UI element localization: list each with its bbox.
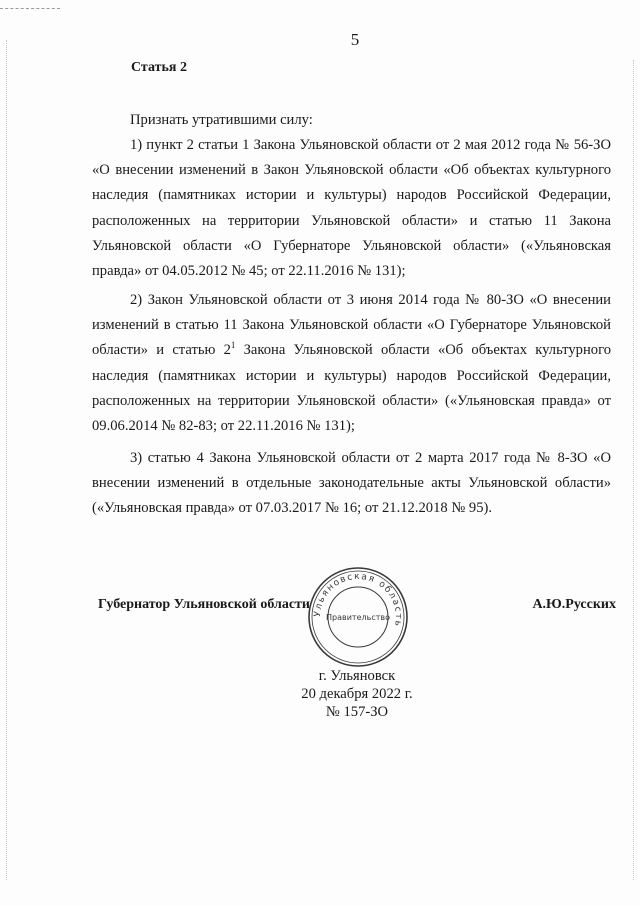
signing-date: 20 декабря 2022 г. bbox=[301, 686, 413, 702]
scan-edge-left bbox=[6, 40, 7, 880]
list-item-2-text-after: Закона Ульяновской области «Об объектах культурного наследия (памятниках истории и культуры) народов Российской Федерации, расположенных на территории Ульяновской области» («Ульяновская правда» от 09.06.2014 № 82-83; от 22.11.2016 № 131); bbox=[92, 342, 611, 435]
seal-center-text: Правительство bbox=[326, 613, 390, 622]
signer-position: Губернатор Ульяновской области bbox=[98, 597, 310, 612]
law-number: № 157-ЗО bbox=[325, 704, 389, 720]
scan-edge-top bbox=[0, 8, 60, 9]
list-item-1: 1) пункт 2 статьи 1 Закона Ульяновской области от 2 мая 2012 года № 56-ЗО «О внесении изменений в Закон Ульяновской области «Об объектах культурного наследия (памятниках истории и культуры) народов Российской Федерации, расположенных на территории Ульяновской области» и статью 11 Закона Ульяновской области «О Губернаторе Ульяновской области» («Ульяновская правда» от 04.05.2012 № 45; от 22.11.2016 № 131); bbox=[92, 137, 611, 280]
superscript-index: 1 bbox=[230, 340, 236, 351]
intro-paragraph: Признать утратившими силу: bbox=[130, 112, 313, 128]
signing-city: г. Ульяновск bbox=[318, 668, 396, 684]
list-item-2-text-before: 2) Закон Ульяновской области от 3 июня 2014 года № 80-ЗО «О внесении изменений в статью 11 Закона Ульяновской области «О Губернаторе Ульяновской области» и статью 2 bbox=[92, 292, 611, 359]
list-item-3: 3) статью 4 Закона Ульяновской области от 2 марта 2017 года № 8-ЗО «О внесении изменений в отдельные законодательные акты Ульяновской области» («Ульяновская правда» от 07.03.2017 № 16; от 21.12.2018 № 95). bbox=[92, 450, 611, 517]
signer-name: А.Ю.Русских bbox=[532, 597, 616, 612]
seal-ring-text: Ульяновская область bbox=[312, 571, 404, 629]
list-item-2 bbox=[92, 288, 611, 439]
page-number: 5 bbox=[350, 30, 360, 49]
official-seal-stamp bbox=[306, 565, 410, 669]
article-title: Статья 2 bbox=[131, 60, 187, 75]
scan-edge-right bbox=[633, 60, 634, 880]
